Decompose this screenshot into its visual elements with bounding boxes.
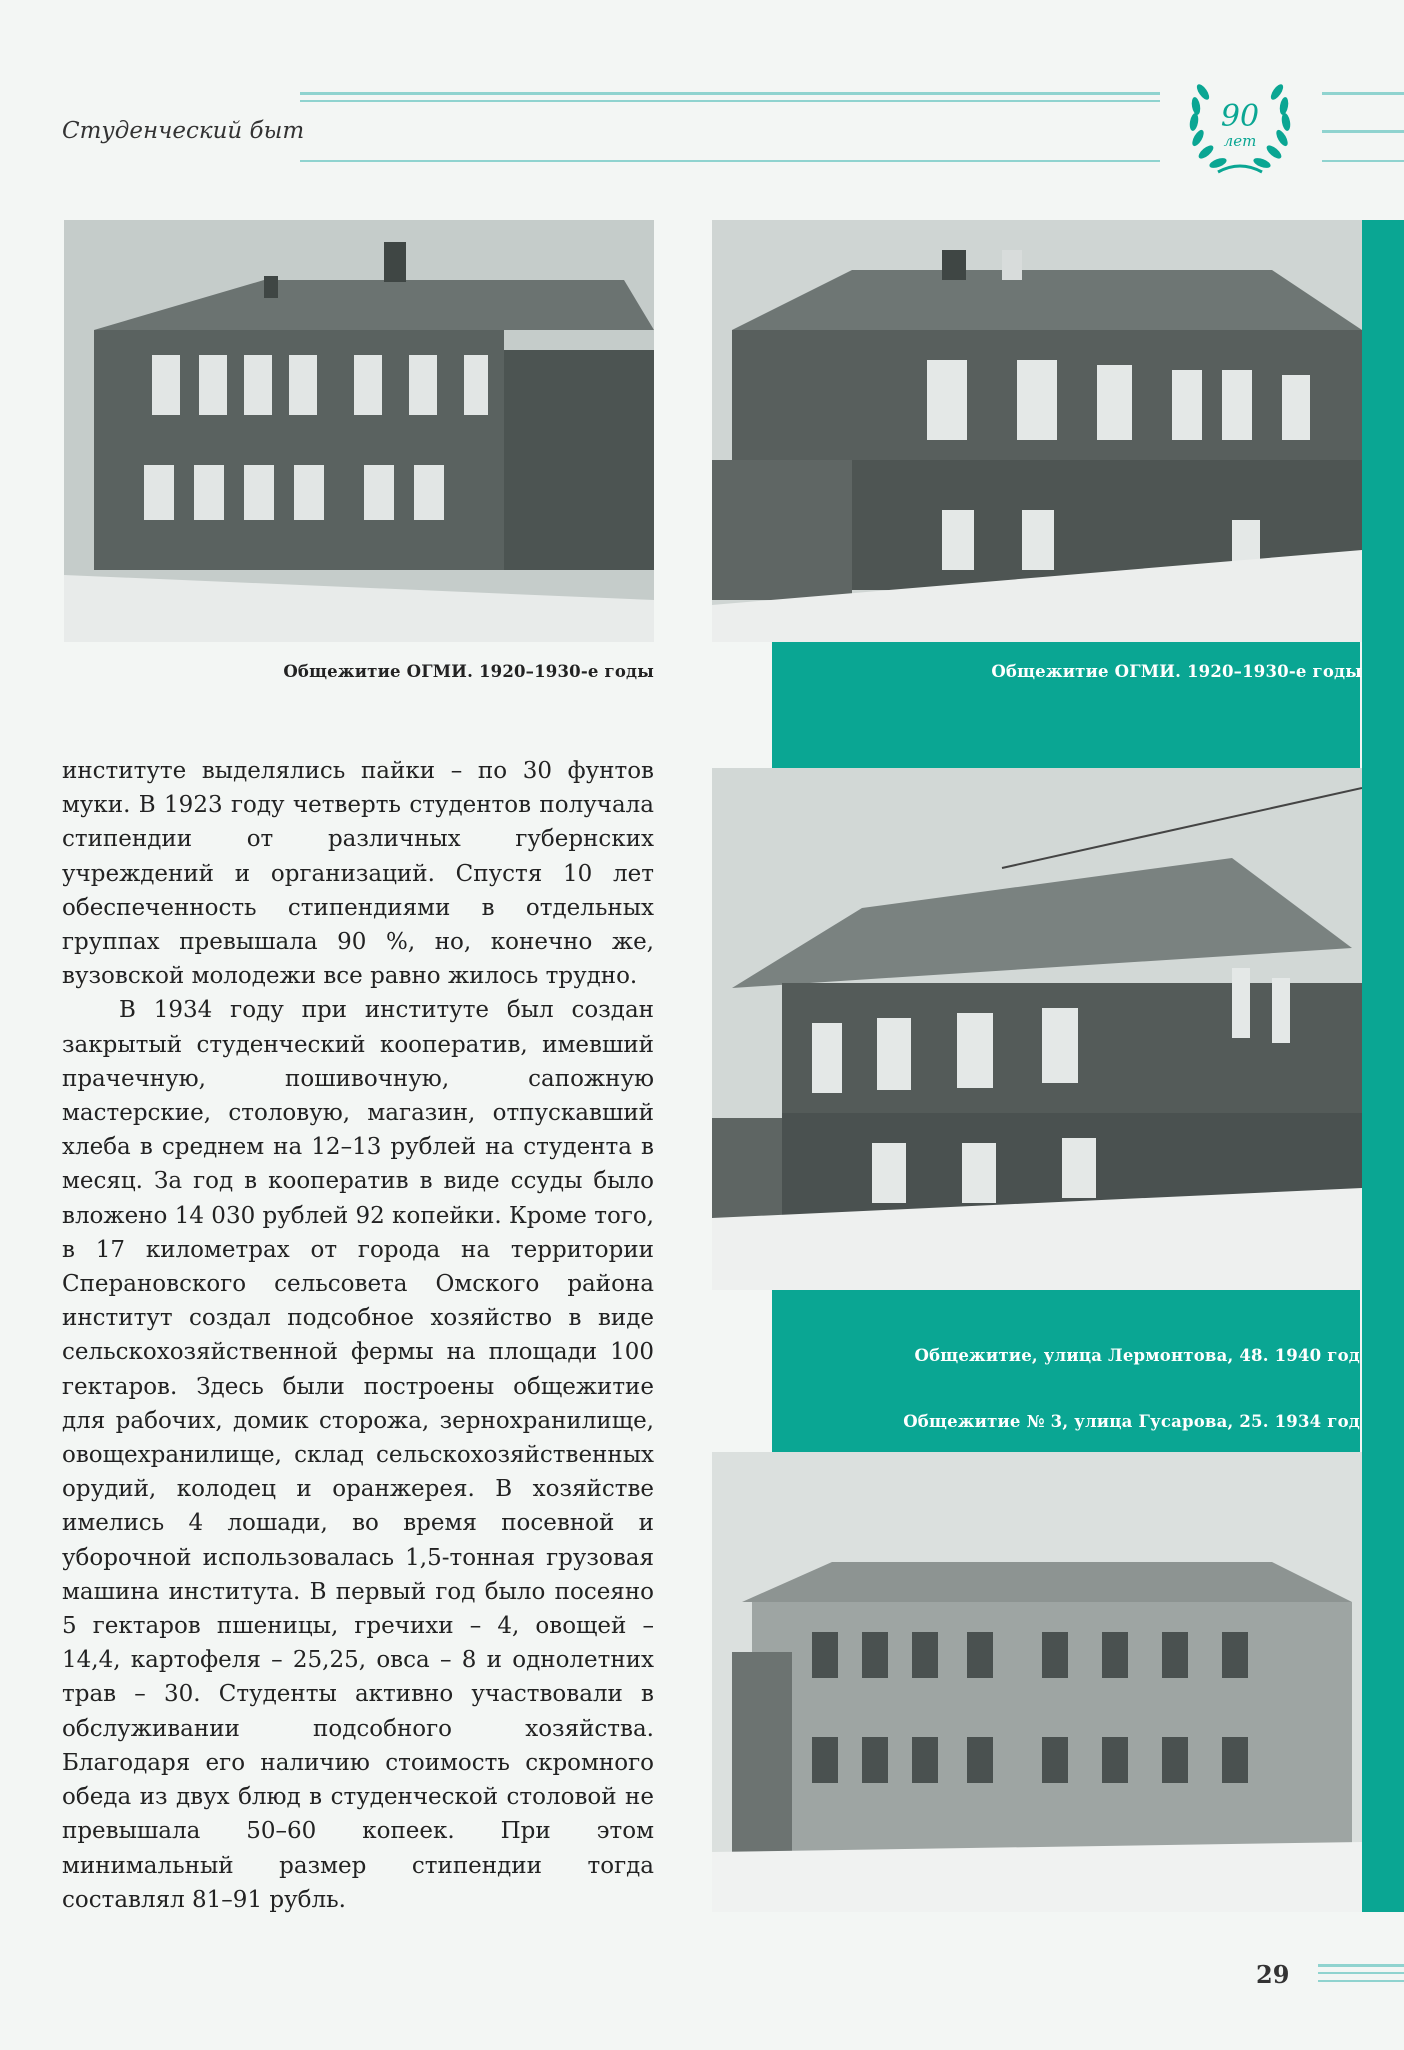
logo-word: лет [1223,132,1257,150]
photo-caption-4: Общежитие № 3, улица Гусарова, 25. 1934 год [903,1412,1360,1431]
photo-dormitory-4 [712,1452,1362,1912]
paragraph-2: В 1934 году при институте был создан закрытый студенческий кооператив, имевший прачечную, пошивочную, сапожную мастерские, столовую, магазин, отпускавший хлеба в среднем на 12–13 рублей на студента в месяц. За год в кооператив в виде ссуды было вложено 14 030 рублей 92 копейки. Кроме того, в 17 километрах от города на территории Сперановского сельсовета Омского района институт создал подсобное хозяйство в виде сельскохозяйственной фермы на площади 100 гектаров. Здесь были построены общежитие для рабочих, домик сторожа, зернохранилище, овощехранилище, склад сельскохозяйственных орудий, колодец и оранжерея. В хозяйстве имелись 4 лошади, во время посевной и уборочной использовалась 1,5-тонная грузовая машина института. В первый год было посеяно 5 гектаров пшеницы, гречихи – 4, овощей – 14,4, картофеля – 25,25, овса – 8 и однолетних трав – 30. Студенты активно участвовали в обслуживании подсобного хозяйства. Благодаря его наличию стоимость скромного обеда из двух блюд в студенческой столовой не превышала 50–60 копеек. При этом минимальный размер стипендии тогда составлял 81–91 рубль. [62,997,654,1913]
footer-rule-2 [1318,1972,1404,1974]
photo-caption-3: Общежитие, улица Лермонтова, 48. 1940 год [914,1346,1360,1365]
photo-caption-1: Общежитие ОГМИ. 1920–1930-е годы [283,662,654,681]
header-rule-mid [300,100,1160,102]
article-body [62,754,654,1917]
footer-rule-3 [1318,1980,1404,1982]
photo-dormitory-2 [712,220,1362,642]
header-rule-right-3 [1322,160,1404,162]
photo-dormitory-3 [712,768,1362,1290]
teal-block-top [772,640,1360,768]
footer-rule-1 [1318,1964,1404,1967]
paragraph-1: институте выделялись пайки – по 30 фунтов муки. В 1923 году четверть студентов получала стипендии от различных губернских учреждений и организаций. Спустя 10 лет обеспеченность стипендиями в отдельных группах превышала 90 %, но, конечно же, вузовской молодежи все равно жилось трудно. [62,758,654,990]
logo-number: 90 [1220,99,1260,134]
header-rule-bottom [300,160,1160,162]
section-title: Студенческий быт [62,118,305,144]
anniversary-logo [1178,64,1302,188]
photo-dormitory-1 [64,220,654,642]
header-rule-right-2 [1322,130,1404,133]
photo-caption-2: Общежитие ОГМИ. 1920–1930-е годы [991,662,1362,681]
laurel-wreath-icon [1178,64,1302,188]
page-number: 29 [1256,1960,1290,1989]
teal-side-strip [1362,220,1404,1912]
header-rule-top [300,92,1160,95]
header-rule-right-1 [1322,92,1404,95]
